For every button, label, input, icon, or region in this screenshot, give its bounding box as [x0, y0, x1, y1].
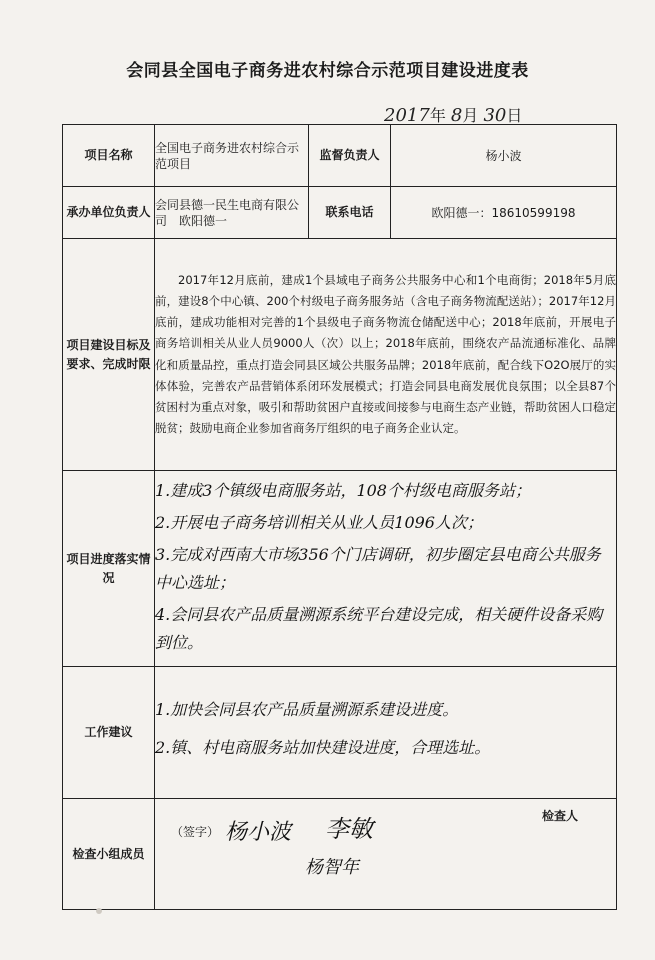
- sign-prefix: （签字）: [171, 825, 220, 839]
- suggestions-notes: [155, 667, 617, 799]
- project-name-value: 全国电子商务进农村综合示范项目: [155, 125, 309, 187]
- progress-notes: [155, 471, 617, 667]
- progress-form-table: [62, 124, 617, 910]
- page-title: 会同县全国电子商务进农村综合示范项目建设进度表: [126, 61, 529, 81]
- goals-text: 2017年12月底前，建成1个县域电子商务公共服务中心和1个电商街；2018年5月底前，建设8个中心镇、200个村级电子商务服务站（含电子商务物流配送站）；2017年12月底前，建成功能相对完善的1个县级电子商务物流仓储配送中心；2018年底前，开展电子商务培训相关从业人员9000人（次）以上；2018年底前，围绕农产品流通标准化、品牌化和质量品控，重点打造会同县区域公共服务品牌；2018年底前，配合线下O2O展厅的实体体验，完善农产品营销体系闭环发展模式；打造会同县电商发展优良氛围；以全县87个贫困村为重点对象，吸引和帮助贫困户直接或间接参与电商生态产业链，帮助贫困人口稳定脱贫；鼓励电商企业参加省商务厅组织的电子商务企业认定。: [155, 239, 617, 471]
- project-name-label: 项目名称: [63, 125, 155, 187]
- organizer-value: 会同县德一民生电商有限公司 欧阳德一: [155, 187, 309, 239]
- row-suggestions: [63, 667, 617, 799]
- check-team-label: 检查小组成员: [63, 799, 155, 910]
- suggestions-label: 工作建议: [63, 667, 155, 799]
- row-project-name: [63, 125, 617, 187]
- signature-3: 杨智年: [305, 857, 359, 878]
- scan-dot-mark: [96, 908, 102, 914]
- row-check-team: [63, 799, 617, 910]
- check-team-cell: [155, 799, 617, 910]
- date-day-unit: 日: [506, 106, 523, 125]
- date-month-unit: 月: [462, 106, 479, 125]
- suggestion-item-2: 2.镇、村电商服务站加快建设进度，合理选址。: [155, 737, 491, 757]
- date-year: 2017: [384, 105, 430, 126]
- contact-value: 欧阳德一：18610599198: [391, 187, 617, 239]
- date-year-unit: 年: [429, 106, 446, 125]
- goals-label: 项目建设目标及要求、完成时限: [63, 239, 155, 471]
- row-progress: [63, 471, 617, 667]
- date-day: 30: [483, 105, 507, 126]
- supervisor-label: 监督负责人: [309, 125, 391, 187]
- contact-label: 联系电话: [309, 187, 391, 239]
- row-goals: [63, 239, 617, 471]
- suggestion-item-1: 1.加快会同县农产品质量溯源系建设进度。: [155, 699, 459, 719]
- date-month: 8: [450, 105, 463, 126]
- progress-item-1: 1.建成3个镇级电商服务站，108个村级电商服务站；: [155, 480, 531, 500]
- organizer-label: 承办单位负责人: [63, 187, 155, 239]
- report-date: [384, 103, 522, 126]
- inspector-label: 检查人: [541, 809, 578, 823]
- progress-item-3: 3.完成对西南大市场356个门店调研，初步圈定县电商公共服务中心选址；: [155, 544, 601, 592]
- signature-1: 杨小波: [225, 820, 292, 845]
- progress-item-4: 4.会同县农产品质量溯源系统平台建设完成，相关硬件设备采购到位。: [155, 604, 603, 652]
- signature-2: 李敏: [325, 815, 373, 843]
- progress-label: 项目进度落实情况: [63, 471, 155, 667]
- supervisor-value: 杨小波: [391, 125, 617, 187]
- progress-item-2: 2.开展电子商务培训相关从业人员1096人次；: [155, 512, 483, 532]
- row-organizer: [63, 187, 617, 239]
